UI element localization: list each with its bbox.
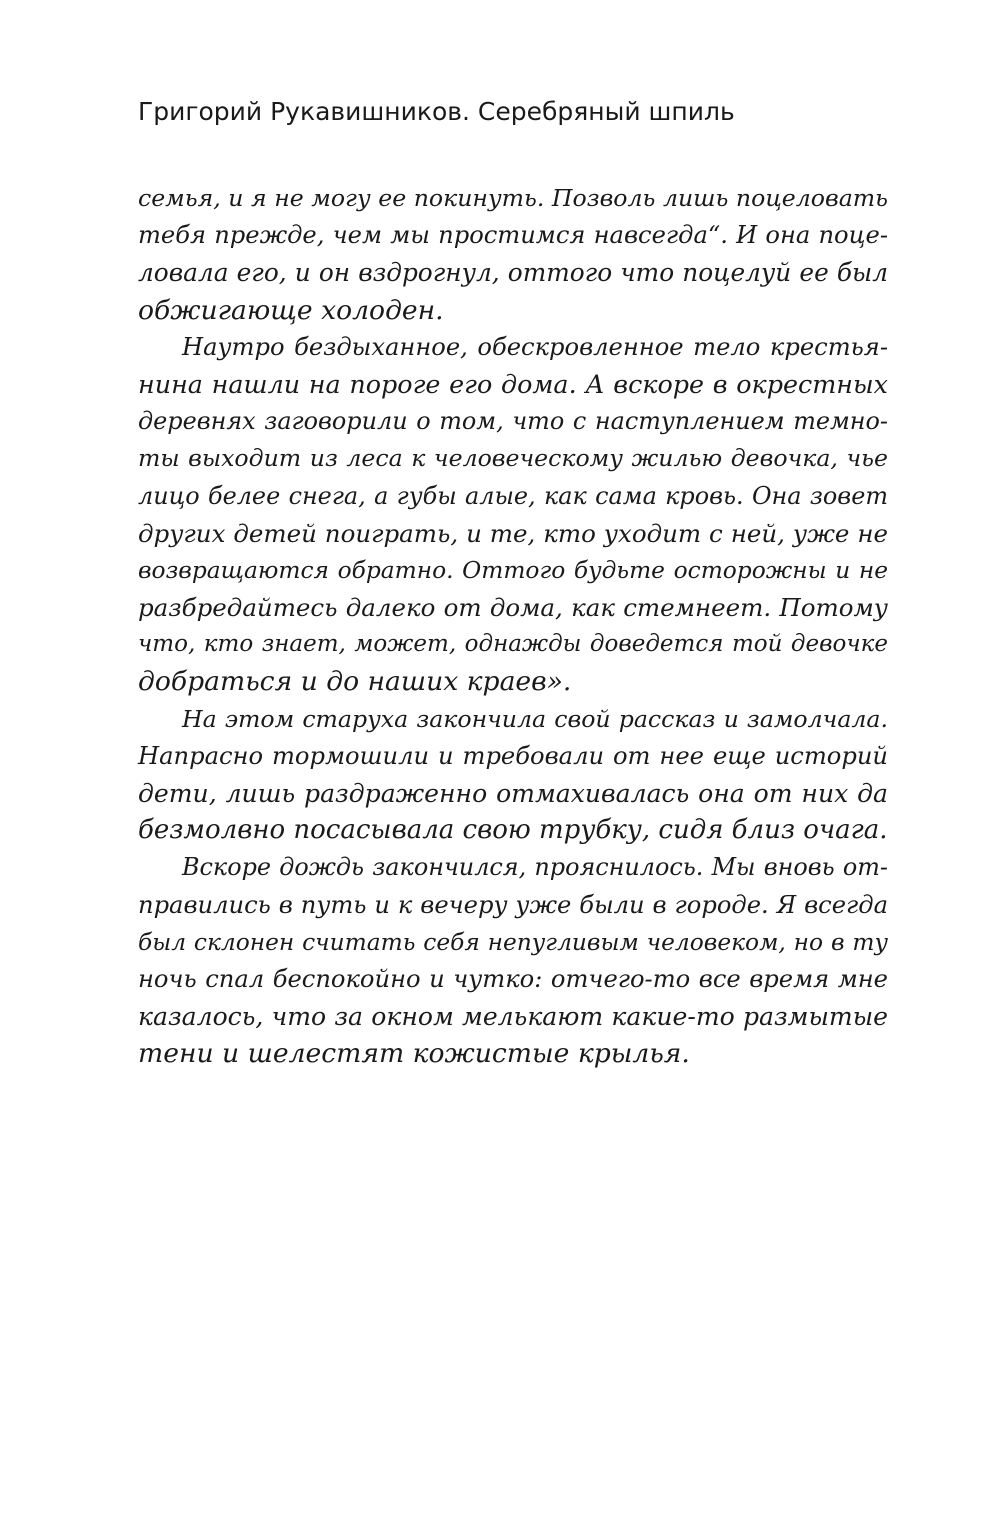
paragraph-1 bbox=[138, 180, 888, 329]
text-line: Напрасно тормошили и требовали от нее еще историй bbox=[138, 741, 888, 770]
text-line: возвращаются обратно. Оттого будьте осторожны и не bbox=[138, 556, 888, 584]
text-line: был склонен считать себя непугливым человеком, но в ту bbox=[138, 928, 888, 956]
text-line: казалось, что за окном мелькают какие-то размытые bbox=[138, 1002, 888, 1032]
text-line: ловала его, и он вздрогнул, оттого что поцелуй ее был bbox=[138, 258, 888, 288]
text-line: разбредайтесь далеко от дома, как стемнеет. Потому bbox=[138, 593, 888, 623]
text-line: нина нашли на пороге его дома. А вскоре в окрестных bbox=[138, 368, 888, 399]
text-line: лицо белее снега, а губы алые, как сама кровь. Она зовет bbox=[138, 481, 888, 510]
text-line: обжигающе холоден. bbox=[138, 294, 444, 326]
text-line: тени и шелестят кожистые крылья. bbox=[138, 1038, 690, 1070]
text-line: деревнях заговорили о том, что с наступлением темно- bbox=[138, 407, 888, 436]
text-line: семья, и я не могу ее покинуть. Позволь лишь поцеловать bbox=[138, 184, 888, 212]
paragraph-2 bbox=[138, 329, 888, 701]
text-line: На этом старуха закончила свой рассказ и замолчала. bbox=[182, 704, 888, 733]
text-line: других детей поиграть, и те, кто уходит с ней, уже не bbox=[138, 518, 888, 548]
text-line: тебя прежде, чем мы простимся навсегда“. И она поце- bbox=[138, 221, 888, 250]
body-text bbox=[138, 180, 888, 1073]
paragraph-3 bbox=[138, 701, 888, 850]
text-line: что, кто знает, может, однажды доведется той девочке bbox=[138, 631, 888, 658]
text-line: Вскоре дождь закончился, прояснилось. Мы вновь от- bbox=[182, 853, 888, 882]
running-head: Григорий Рукавишников. Серебряный шпиль bbox=[138, 97, 735, 126]
paragraph-4 bbox=[138, 849, 888, 1072]
text-line: правились в путь и к вечеру уже были в городе. Я всегда bbox=[138, 890, 888, 919]
text-line: добраться и до наших краев». bbox=[138, 666, 572, 698]
text-line: дети, лишь раздраженно отмахивалась она от них да bbox=[138, 779, 888, 808]
text-line: ты выходит из леса к человеческому жилью девочка, чье bbox=[138, 444, 888, 473]
text-line: Наутро бездыханное, обескровленное тело крестья- bbox=[182, 332, 888, 361]
text-line: ночь спал беспокойно и чутко: отчего-то все время мне bbox=[138, 964, 888, 993]
text-line: безмолвно посасывала свою трубку, сидя близ очага. bbox=[138, 815, 888, 846]
